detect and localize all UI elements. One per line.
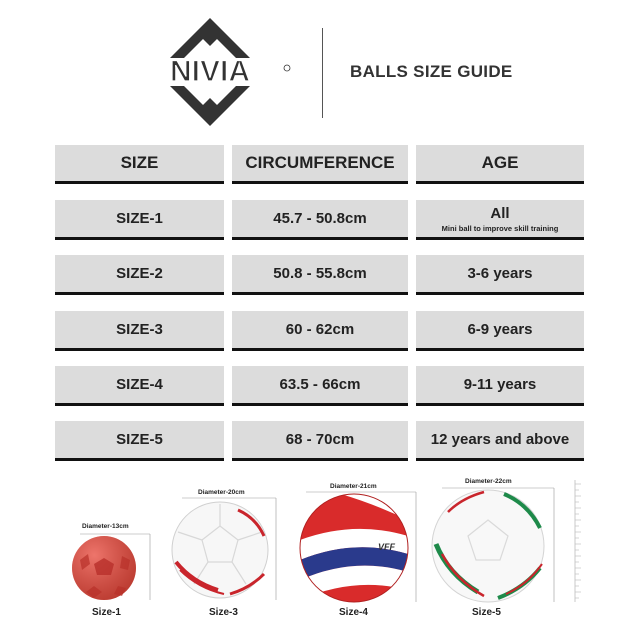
cell-text: SIZE-4 (116, 376, 163, 393)
ball-illustrations (0, 470, 640, 640)
column-header-label: AGE (481, 153, 519, 172)
cell-note: Mini ball to improve skill training (441, 223, 559, 233)
ball-size-label: Size-1 (92, 607, 121, 618)
table-cell-circumference (232, 421, 408, 461)
table-cell-size (55, 366, 224, 406)
nivia-logo (126, 18, 294, 126)
table-cell-circumference (232, 255, 408, 295)
table-cell-circumference (232, 311, 408, 351)
diameter-label: Diameter-13cm (82, 523, 129, 530)
table-cell-size (55, 200, 224, 240)
cell-text: SIZE-1 (116, 210, 163, 227)
ball-size-1-image (70, 530, 160, 602)
ball-size-3-image (168, 496, 280, 602)
cell-text: 12 years and above (430, 431, 570, 448)
cell-text: 50.8 - 55.8cm (273, 265, 367, 282)
table-cell-age (416, 366, 584, 406)
ball-size-4-image (296, 490, 420, 604)
cell-text: 60 - 62cm (285, 321, 355, 338)
column-header-label: SIZE (120, 153, 159, 172)
cell-text: SIZE-5 (116, 431, 163, 448)
page-title: BALLS SIZE GUIDE (350, 62, 513, 81)
column-header-age (416, 145, 584, 184)
table-cell-size (55, 255, 224, 295)
ball-size-label: Size-5 (472, 607, 501, 618)
header-divider (322, 28, 323, 118)
table-cell-circumference (232, 200, 408, 240)
cell-text: 63.5 - 66cm (279, 376, 361, 393)
table-cell-circumference (232, 366, 408, 406)
column-header-circumference (232, 145, 408, 184)
cell-text: SIZE-3 (116, 321, 163, 338)
ball-size-label: Size-3 (209, 607, 238, 618)
column-header-size (55, 145, 224, 184)
diameter-label: Diameter-21cm (330, 483, 377, 490)
header (0, 0, 640, 135)
column-header-label: CIRCUMFERENCE (245, 153, 395, 172)
diameter-label: Diameter-20cm (198, 489, 245, 496)
table-cell-age (416, 255, 584, 295)
ball-size-label: Size-4 (339, 607, 368, 618)
table-cell-age (416, 421, 584, 461)
ruler-scale (572, 478, 588, 604)
cell-text: SIZE-2 (116, 265, 163, 282)
table-cell-size (55, 421, 224, 461)
table-cell-age (416, 200, 584, 240)
ball-size-5-image (428, 484, 558, 604)
table-cell-size (55, 311, 224, 351)
cell-text: 68 - 70cm (285, 431, 355, 448)
cell-text: All (490, 204, 510, 222)
cell-text: 3-6 years (467, 265, 533, 282)
table-cell-age (416, 311, 584, 351)
cell-text: 6-9 years (467, 321, 533, 338)
cell-text: 9-11 years (463, 376, 537, 393)
ball-brand-text: VFF (378, 542, 395, 552)
brand-text: NIVIA (169, 55, 251, 88)
diameter-label: Diameter-22cm (465, 478, 512, 485)
cell-text: 45.7 - 50.8cm (273, 210, 367, 227)
